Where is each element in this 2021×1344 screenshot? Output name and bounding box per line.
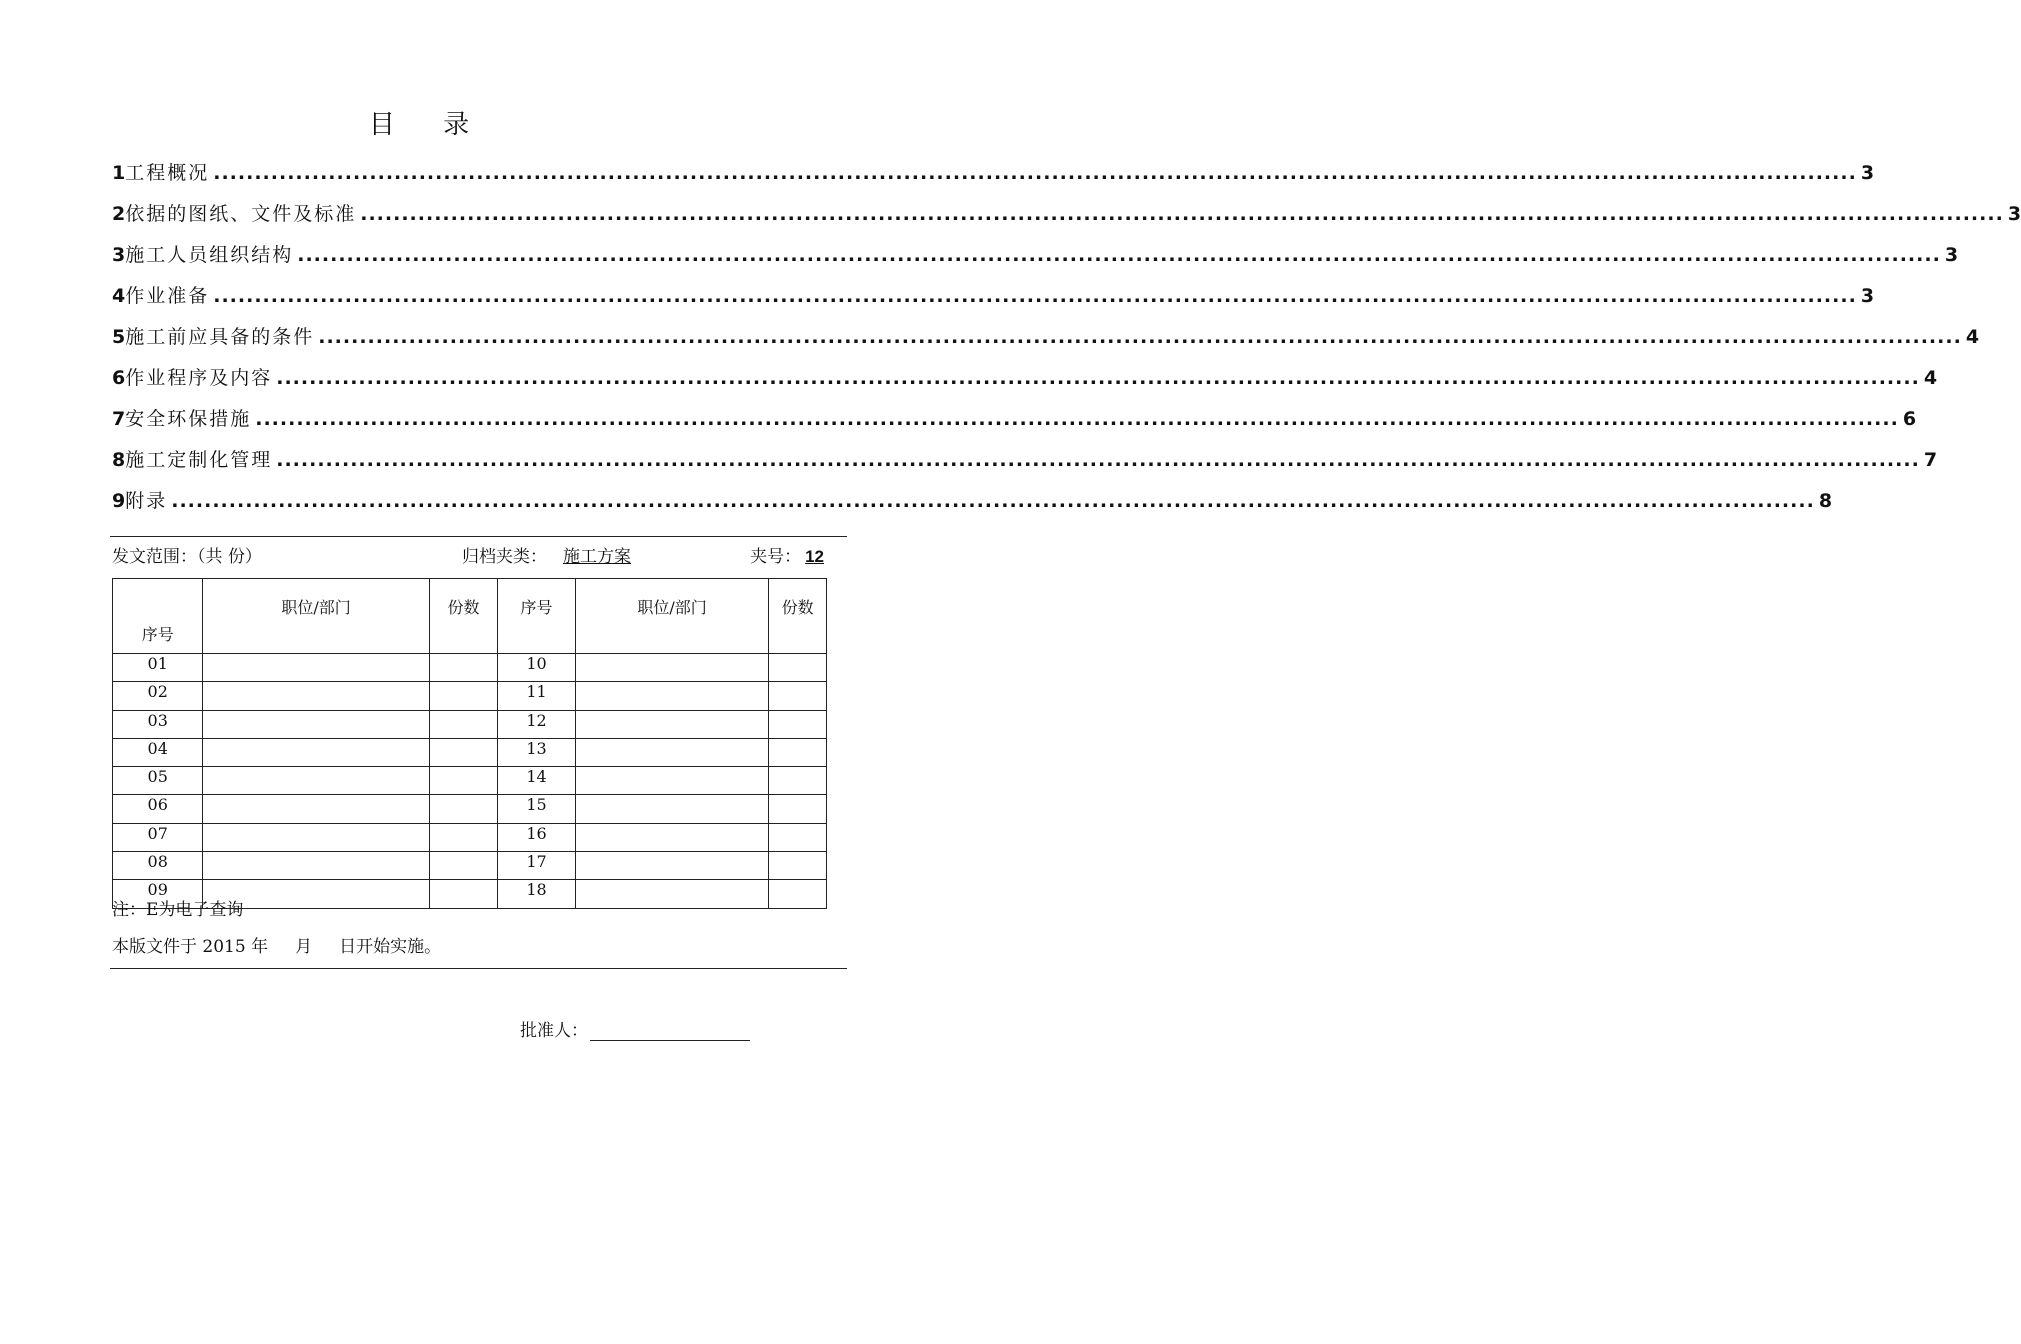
column-header: 序号 (113, 579, 203, 654)
seq-cell: 11 (498, 682, 576, 710)
seq-cell: 07 (113, 823, 203, 851)
copies-cell[interactable] (769, 767, 827, 795)
toc-leader-dots: ........................................................................................................................................................................................................ (255, 408, 1899, 430)
position-cell[interactable] (203, 767, 429, 795)
toc-item[interactable] (112, 363, 1938, 404)
column-header: 职位/部门 (203, 579, 429, 654)
copies-cell[interactable] (429, 767, 498, 795)
seq-cell: 04 (113, 738, 203, 766)
effective-date-text: 本版文件于 2015 年 月 日开始实施。 (112, 937, 442, 957)
copies-cell[interactable] (429, 738, 498, 766)
copies-cell[interactable] (429, 880, 498, 908)
toc-item-label: 依据的图纸、文件及标准 (125, 203, 357, 225)
seq-cell: 15 (498, 795, 576, 823)
distribution-table (112, 578, 827, 909)
toc-item-label: 施工前应具备的条件 (125, 326, 315, 348)
toc-item-number: 7 (112, 408, 126, 430)
distribution-header (112, 542, 824, 566)
seq-cell: 01 (113, 654, 203, 682)
toc-item-number: 5 (112, 326, 126, 348)
toc-item[interactable] (112, 199, 2021, 240)
toc-item-number: 1 (112, 162, 126, 184)
toc-item[interactable] (112, 158, 1875, 199)
toc-leader-dots: ........................................................................................................................................................................................................ (276, 367, 1920, 389)
table-row (113, 682, 827, 710)
distribution-range-label: 发文范围：（共 份） (112, 547, 262, 567)
table-row (113, 795, 827, 823)
toc-item[interactable] (112, 404, 1917, 445)
column-header: 序号 (498, 579, 576, 654)
divider-bottom (110, 968, 847, 969)
position-cell[interactable] (575, 795, 769, 823)
seq-cell: 06 (113, 795, 203, 823)
copies-cell[interactable] (769, 852, 827, 880)
seq-cell: 05 (113, 767, 203, 795)
toc-item-page: 3 (2007, 203, 2021, 225)
copies-cell[interactable] (769, 654, 827, 682)
copies-cell[interactable] (769, 823, 827, 851)
toc-item-number: 9 (112, 490, 126, 512)
table-header-row (113, 579, 827, 654)
copies-cell[interactable] (429, 654, 498, 682)
electronic-query-note: 注：E为电子查询 (112, 900, 244, 920)
table-row (113, 738, 827, 766)
toc-item-label: 安全环保措施 (125, 408, 252, 430)
toc-item-page: 4 (1923, 367, 1938, 389)
seq-cell: 10 (498, 654, 576, 682)
seq-cell: 18 (498, 880, 576, 908)
toc-item-number: 4 (112, 285, 126, 307)
copies-cell[interactable] (769, 710, 827, 738)
divider-top (110, 536, 847, 537)
position-cell[interactable] (203, 654, 429, 682)
copies-cell[interactable] (769, 738, 827, 766)
column-header: 份数 (769, 579, 827, 654)
seq-cell: 08 (113, 852, 203, 880)
toc-leader-dots: ........................................................................................................................................................................................................ (213, 162, 1857, 184)
toc-item-label: 工程概况 (125, 162, 210, 184)
position-cell[interactable] (575, 710, 769, 738)
toc-item-page: 7 (1923, 449, 1938, 471)
position-cell[interactable] (575, 880, 769, 908)
toc-leader-dots: ........................................................................................................................................................................................................ (360, 203, 2004, 225)
folder-number-value: 12 (805, 547, 824, 566)
approver-label: 批准人： (520, 1021, 588, 1041)
toc-item-number: 2 (112, 203, 126, 225)
position-cell[interactable] (203, 823, 429, 851)
toc-leader-dots: ........................................................................................................................................................................................................ (297, 244, 1941, 266)
toc-item-number: 6 (112, 367, 126, 389)
copies-cell[interactable] (429, 852, 498, 880)
toc-leader-dots: ........................................................................................................................................................................................................ (318, 326, 1962, 348)
toc-item-page: 3 (1944, 244, 1959, 266)
toc-title: 目 录 (368, 110, 490, 140)
toc-leader-dots: ........................................................................................................................................................................................................ (171, 490, 1815, 512)
toc-item-page: 3 (1860, 162, 1875, 184)
toc-item-page: 6 (1902, 408, 1917, 430)
position-cell[interactable] (203, 710, 429, 738)
toc-item-label: 施工人员组织结构 (125, 244, 294, 266)
column-header: 职位/部门 (575, 579, 769, 654)
toc-item-page: 3 (1860, 285, 1875, 307)
archive-category-label: 归档夹类： (462, 547, 547, 567)
toc-item[interactable] (112, 445, 1938, 486)
seq-cell: 09 (113, 880, 203, 908)
seq-cell: 17 (498, 852, 576, 880)
folder-number (750, 542, 824, 567)
table-row (113, 823, 827, 851)
copies-cell[interactable] (429, 823, 498, 851)
column-header: 份数 (429, 579, 498, 654)
toc-item-label: 施工定制化管理 (125, 449, 273, 471)
toc-item-page: 8 (1818, 490, 1833, 512)
toc-item[interactable] (112, 322, 1980, 363)
position-cell[interactable] (575, 682, 769, 710)
copies-cell[interactable] (769, 682, 827, 710)
position-cell[interactable] (575, 852, 769, 880)
seq-cell: 12 (498, 710, 576, 738)
toc-item[interactable] (112, 240, 1959, 281)
toc-item-label: 作业程序及内容 (125, 367, 273, 389)
toc-item[interactable] (112, 486, 1833, 527)
toc-item-number: 3 (112, 244, 126, 266)
table-row (113, 767, 827, 795)
position-cell[interactable] (203, 682, 429, 710)
position-cell[interactable] (575, 823, 769, 851)
toc-leader-dots: ........................................................................................................................................................................................................ (213, 285, 1857, 307)
copies-cell[interactable] (429, 795, 498, 823)
seq-cell: 13 (498, 738, 576, 766)
copies-cell[interactable] (429, 710, 498, 738)
archive-category (462, 542, 631, 567)
copies-cell[interactable] (429, 682, 498, 710)
toc-item[interactable] (112, 281, 1875, 322)
toc-item-page: 4 (1965, 326, 1980, 348)
seq-cell: 16 (498, 823, 576, 851)
position-cell[interactable] (203, 738, 429, 766)
position-cell[interactable] (203, 795, 429, 823)
seq-cell: 14 (498, 767, 576, 795)
toc-list (112, 158, 2021, 527)
table-row (113, 654, 827, 682)
toc-leader-dots: ........................................................................................................................................................................................................ (276, 449, 1920, 471)
folder-number-label: 夹号： (750, 547, 802, 567)
position-cell[interactable] (575, 654, 769, 682)
seq-cell: 03 (113, 710, 203, 738)
table-row (113, 710, 827, 738)
approver-field (520, 1016, 750, 1041)
toc-item-number: 8 (112, 449, 126, 471)
position-cell[interactable] (575, 767, 769, 795)
seq-cell: 02 (113, 682, 203, 710)
toc-item-label: 作业准备 (125, 285, 210, 307)
archive-category-value: 施工方案 (563, 547, 631, 567)
position-cell[interactable] (203, 852, 429, 880)
copies-cell[interactable] (769, 880, 827, 908)
toc-item-label: 附录 (125, 490, 168, 512)
table-row (113, 852, 827, 880)
copies-cell[interactable] (769, 795, 827, 823)
position-cell[interactable] (575, 738, 769, 766)
approver-signature-line[interactable] (590, 1018, 750, 1041)
